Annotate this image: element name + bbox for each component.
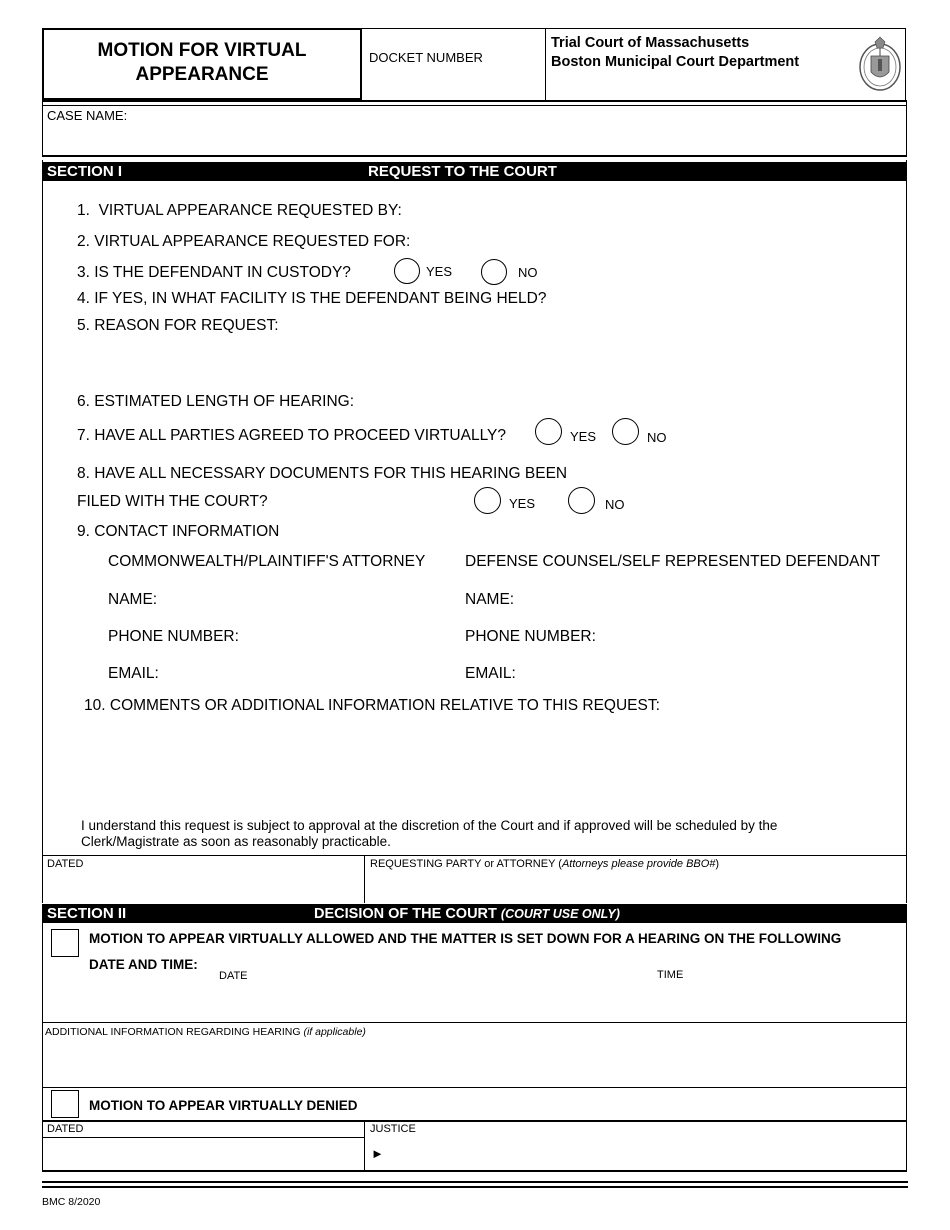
comments-field[interactable] xyxy=(84,720,890,810)
signature-arrow-icon: ► xyxy=(371,1146,384,1161)
reason-field[interactable] xyxy=(100,338,890,386)
hearing-time-label: TIME xyxy=(657,969,684,981)
agreed-no-label: NO xyxy=(647,430,667,445)
plaintiff-name-label: NAME: xyxy=(108,591,158,608)
section-2-label: SECTION II xyxy=(47,905,127,922)
form-title-line1: MOTION FOR VIRTUAL xyxy=(97,40,307,61)
section-1-header xyxy=(43,162,906,181)
plaintiff-name-field[interactable] xyxy=(165,589,445,611)
item-4: 4. IF YES, IN WHAT FACILITY IS THE DEFENDANT BEING HELD? xyxy=(77,290,547,307)
acknowledgment-line1: I understand this request is subject to approval at the discretion of the Court and if approved will be scheduled by the xyxy=(81,818,778,833)
massachusetts-seal-icon xyxy=(857,34,903,92)
agreed-no-radio[interactable] xyxy=(612,418,639,445)
requested-for-field[interactable] xyxy=(420,231,890,253)
plaintiff-email-label: EMAIL: xyxy=(108,665,159,682)
decision-dated-label: DATED xyxy=(47,1123,84,1135)
item-9: 9. CONTACT INFORMATION xyxy=(77,523,280,540)
allowed-text-line2: DATE AND TIME: xyxy=(89,957,198,972)
item-3: 3. IS THE DEFENDANT IN CUSTODY? xyxy=(77,264,351,281)
item-2: 2. VIRTUAL APPEARANCE REQUESTED FOR: xyxy=(77,233,411,250)
section-2-header xyxy=(42,904,907,923)
documents-yes-label: YES xyxy=(509,496,536,511)
defense-name-label: NAME: xyxy=(465,591,515,608)
justice-signature-field[interactable] xyxy=(388,1139,903,1169)
requesting-party-field[interactable] xyxy=(366,873,905,901)
defense-counsel-heading: DEFENSE COUNSEL/SELF REPRESENTED DEFENDANT xyxy=(465,553,881,570)
denied-text: MOTION TO APPEAR VIRTUALLY DENIED xyxy=(89,1098,358,1113)
case-name-field[interactable] xyxy=(43,125,905,153)
item-10: 10. COMMENTS OR ADDITIONAL INFORMATION RELATIVE TO THIS REQUEST: xyxy=(84,697,660,714)
custody-yes-radio[interactable] xyxy=(394,258,420,284)
documents-no-radio[interactable] xyxy=(568,487,595,514)
defense-phone-field[interactable] xyxy=(602,626,892,648)
section-1-label: SECTION I xyxy=(47,163,123,180)
defense-email-label: EMAIL: xyxy=(465,665,516,682)
court-name-line2: Boston Municipal Court Department xyxy=(551,54,800,70)
item-7: 7. HAVE ALL PARTIES AGREED TO PROCEED VIRTUALLY? xyxy=(77,427,507,444)
hearing-date-field[interactable] xyxy=(210,985,510,1015)
item-5: 5. REASON FOR REQUEST: xyxy=(77,317,279,334)
allowed-text-line1: MOTION TO APPEAR VIRTUALLY ALLOWED AND THE MATTER IS SET DOWN FOR A HEARING ON THE FOLLOWING xyxy=(89,931,842,946)
documents-yes-radio[interactable] xyxy=(474,487,501,514)
footer-rule-2 xyxy=(42,1186,908,1188)
hearing-length-field[interactable] xyxy=(365,391,890,413)
acknowledgment-line2: Clerk/Magistrate as soon as reasonably practicable. xyxy=(81,834,391,849)
defense-email-field[interactable] xyxy=(522,663,892,685)
additional-info-field[interactable] xyxy=(43,1041,905,1085)
case-name-label: CASE NAME: xyxy=(47,108,128,123)
agreed-yes-label: YES xyxy=(570,429,597,444)
header-divider xyxy=(545,28,546,100)
justice-label: JUSTICE xyxy=(370,1123,416,1135)
header-rule-1 xyxy=(42,100,907,102)
form-title-line2: APPEARANCE xyxy=(135,64,269,85)
requesting-party-label: REQUESTING PARTY or ATTORNEY (Attorneys please provide BBO#) xyxy=(370,858,720,870)
denied-checkbox[interactable] xyxy=(51,1090,79,1118)
dated-field[interactable] xyxy=(43,873,363,901)
court-name-line1: Trial Court of Massachusetts xyxy=(551,35,750,51)
additional-info-label: ADDITIONAL INFORMATION REGARDING HEARING (if applicable) xyxy=(45,1026,366,1038)
item-8-line2: FILED WITH THE COURT? xyxy=(77,493,268,510)
item-6: 6. ESTIMATED LENGTH OF HEARING: xyxy=(77,393,355,410)
plaintiff-email-field[interactable] xyxy=(165,663,445,685)
docket-number-label: DOCKET NUMBER xyxy=(369,50,483,65)
facility-field[interactable] xyxy=(560,288,890,310)
plaintiff-phone-label: PHONE NUMBER: xyxy=(108,628,239,645)
allowed-checkbox[interactable] xyxy=(51,929,79,957)
defense-phone-label: PHONE NUMBER: xyxy=(465,628,596,645)
hearing-date-label: DATE xyxy=(219,970,248,982)
section-2-title: DECISION OF THE COURT (COURT USE ONLY) xyxy=(314,906,620,922)
custody-yes-label: YES xyxy=(426,264,453,279)
item-8: 8. HAVE ALL NECESSARY DOCUMENTS FOR THIS HEARING BEEN xyxy=(77,465,568,482)
dated-label: DATED xyxy=(47,858,84,870)
decision-dated-field[interactable] xyxy=(43,1139,363,1169)
agreed-yes-radio[interactable] xyxy=(535,418,562,445)
form-code: BMC 8/2020 xyxy=(42,1196,101,1208)
requested-by-field[interactable] xyxy=(410,200,890,222)
custody-no-label: NO xyxy=(518,265,538,280)
header-rule-2 xyxy=(42,105,907,106)
custody-no-radio[interactable] xyxy=(481,259,507,285)
plaintiff-attorney-heading: COMMONWEALTH/PLAINTIFF'S ATTORNEY xyxy=(108,553,426,570)
hearing-time-field[interactable] xyxy=(600,985,890,1015)
section-1-title: REQUEST TO THE COURT xyxy=(368,163,557,180)
plaintiff-phone-field[interactable] xyxy=(245,626,445,648)
footer-rule-1 xyxy=(42,1181,908,1183)
defense-name-field[interactable] xyxy=(522,589,892,611)
item-1: 1. VIRTUAL APPEARANCE REQUESTED BY: xyxy=(77,202,402,219)
documents-no-label: NO xyxy=(605,497,625,512)
